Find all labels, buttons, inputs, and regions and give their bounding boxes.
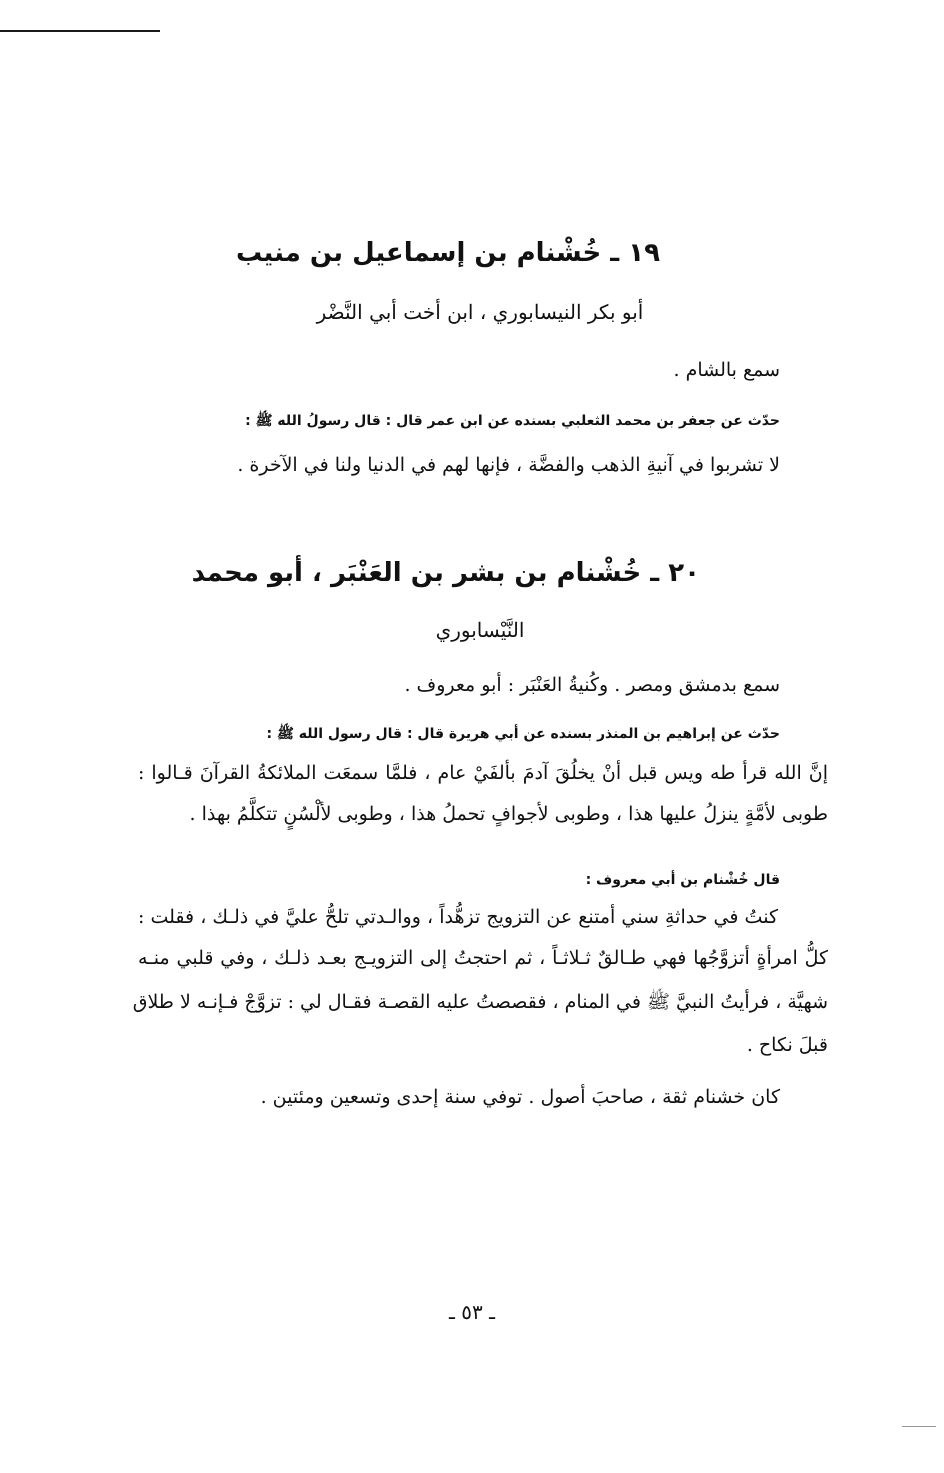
entry-19-subtitle: أبو بكر النيسابوري ، ابن أخت أبي النَّضْر (316, 300, 644, 324)
page-number: ـ ٥٣ ـ (449, 1300, 495, 1324)
entry-20-story-line: قبلَ نكاح . (746, 1034, 828, 1056)
entry-19-hadith: لا تشربوا في آنيةِ الذهب والفضَّة ، فإنها لهم في الدنيا ولنا في الآخرة . (237, 454, 780, 476)
entry-20-grading: كان خشنام ثقة ، صاحبَ أصول . توفي سنة إحدى وتسعين ومئتين . (260, 1086, 780, 1108)
entry-20-hadith-line: إنَّ الله قرأ طه ويس قبل أنْ يخلُقَ آدمَ بألفَيْ عام ، فلمَّا سمعَت الملائكةُ القرآنَ قـالوا : (138, 762, 828, 784)
entry-20-heard: سمع بدمشق ومصر . وكُنيةُ العَنْبَر : أبو معروف . (404, 674, 780, 696)
entry-20-story-line: كنتُ في حداثةِ سني أمتنع عن التزويج تزهُّداً ، ووالـدتي تلحُّ عليَّ في ذلـك ، فقلت : (138, 906, 778, 928)
entry-20-hadith-line: طوبى لأمَّةٍ ينزلُ عليها هذا ، وطوبى لأجوافٍ تحملُ هذا ، وطوبى لألْسُنٍ تتكلَّمُ بهذا . (189, 803, 828, 825)
entry-20-story-line: كلُّ امرأةٍ أتزوَّجُها فهي طـالقٌ ثـلاثـاً ، ثم احتجتُ إلى التزويـج بعـد ذلـك ، وفي قلبي منـه (138, 947, 828, 969)
entry-19-isnad: حدّث عن جعفر بن محمد الثعلبي بسنده عن ابن عمر قال : قال رسولُ الله ﷺ : (245, 413, 780, 429)
scan-edge-line (902, 1426, 936, 1427)
entry-20-subtitle: النَّيْسابوري (435, 618, 525, 642)
entry-20-story-line: شهيَّة ، فرأيتُ النبيَّ ﷺ في المنام ، فقصصتُ عليه القصـة فقـال لي : تزوَّجْ فـإنـه لا طلاق (132, 991, 828, 1013)
entry-20-narrator-intro: قال خُشْنام بن أبي معروف : (585, 872, 780, 888)
entry-19-heard: سمع بالشام . (673, 359, 780, 381)
scan-edge-line (0, 30, 160, 32)
entry-19-title: ١٩ ـ خُشْنام بن إسماعيل بن منيب (236, 238, 660, 268)
entry-20-isnad: حدّث عن إبراهيم بن المنذر بسنده عن أبي هريرة قال : قال رسول الله ﷺ : (266, 726, 780, 742)
entry-20-title: ٢٠ ـ خُشْنام بن بشر بن العَنْبَر ، أبو محمد (191, 558, 700, 588)
